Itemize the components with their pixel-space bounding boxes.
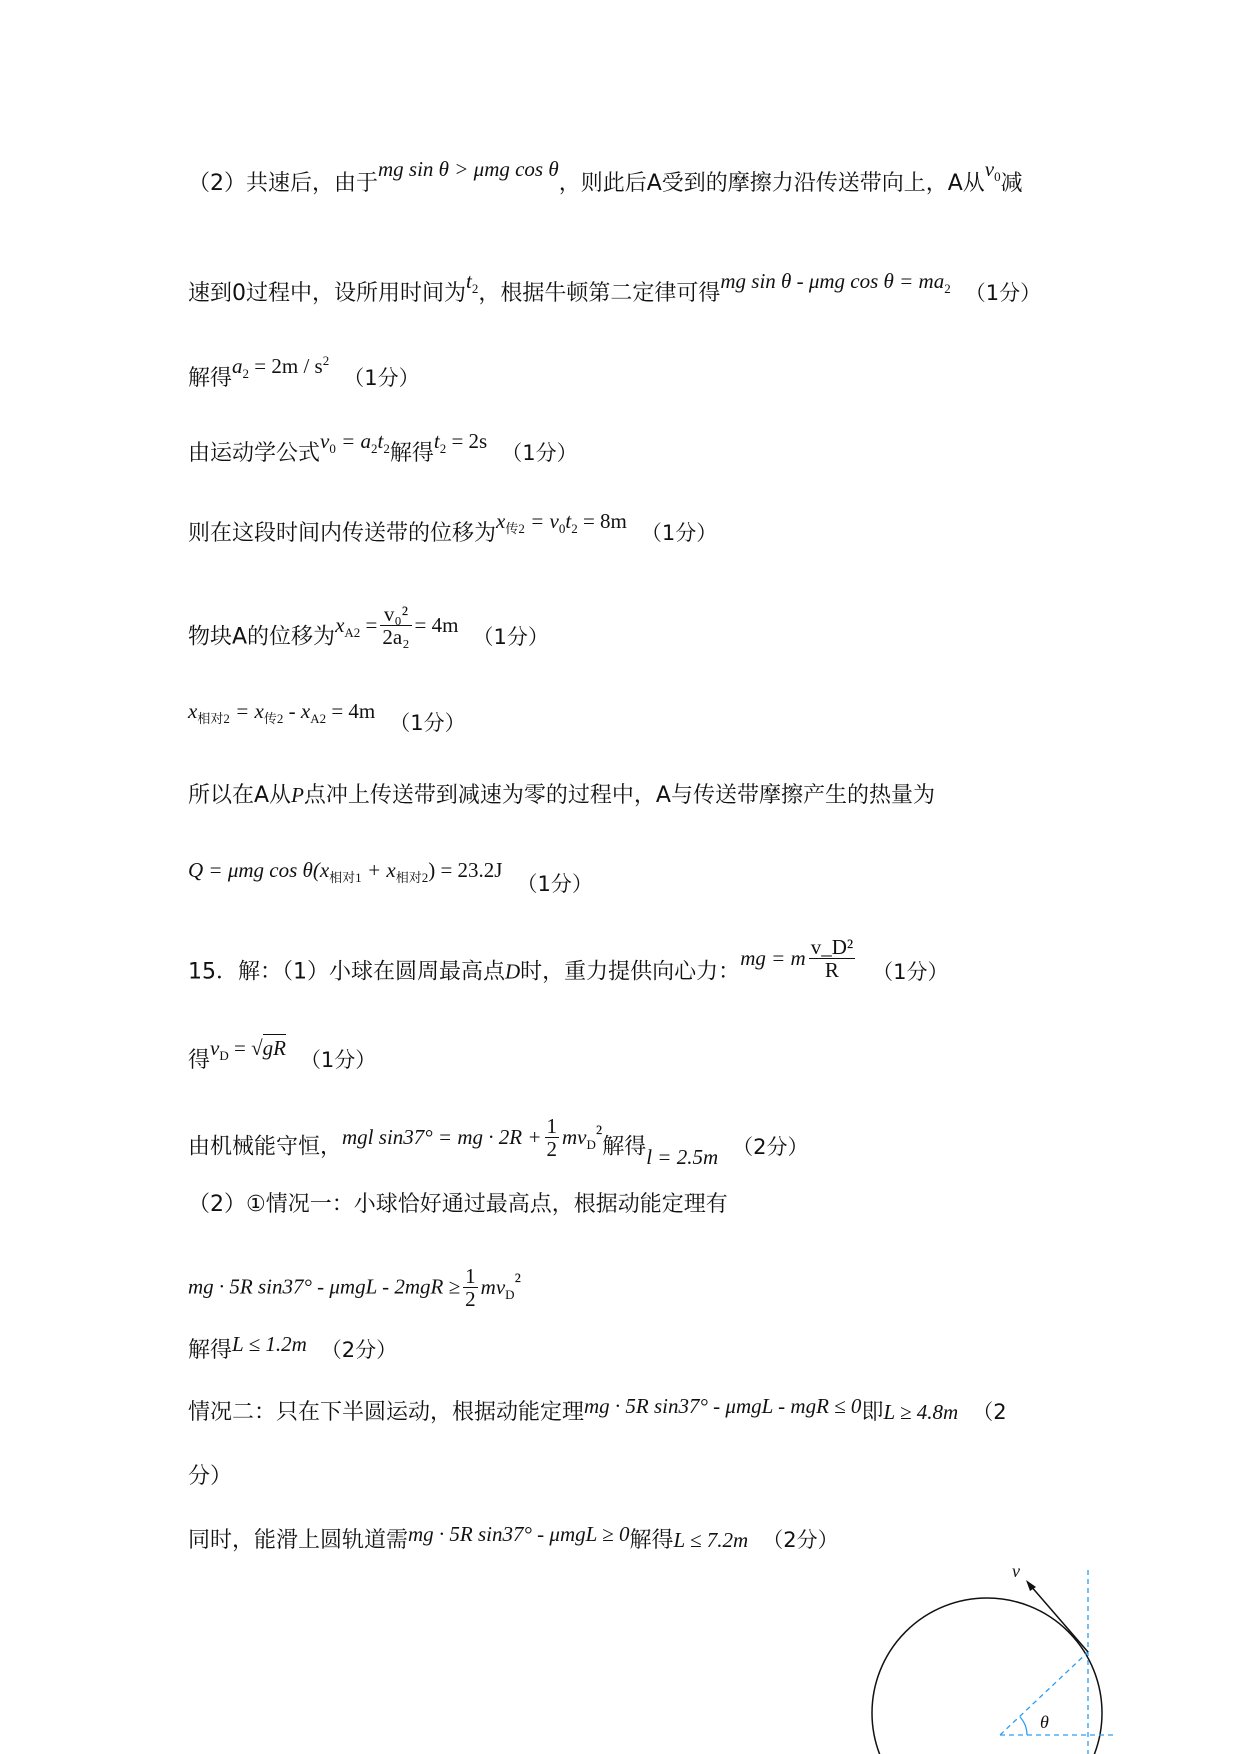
text-span	[188, 1338, 232, 1363]
formula	[883, 1400, 958, 1424]
fraction	[545, 1115, 560, 1160]
text-span	[188, 281, 466, 306]
subscript: D	[219, 1048, 229, 1064]
text: ，则此后A受到的摩擦力沿传送带向上，A从	[558, 171, 985, 196]
score-label	[972, 1400, 1006, 1424]
formula	[360, 613, 377, 637]
fraction-denominator: 2	[465, 1287, 476, 1311]
text: （1分）	[343, 366, 420, 390]
formula	[320, 429, 336, 457]
formula	[428, 858, 502, 882]
text: mv	[562, 1124, 587, 1149]
formula	[408, 1522, 629, 1546]
text-line-10	[188, 935, 949, 995]
text: （1分）	[389, 711, 466, 735]
formula	[565, 509, 578, 537]
text: 解得	[629, 1528, 674, 1553]
text-span	[188, 1528, 408, 1553]
subscript: 0	[994, 169, 1001, 185]
subscript: 2	[571, 521, 578, 537]
text: mgl sin37° = mg · 2R +	[342, 1124, 542, 1149]
text-line-14	[188, 1265, 521, 1310]
text-line-13	[188, 1190, 728, 1220]
text-span	[188, 171, 378, 196]
text-span	[602, 1135, 646, 1160]
text: 解得	[389, 441, 434, 466]
text: = 4m	[326, 699, 376, 723]
text-span	[188, 1192, 728, 1217]
text: = a	[335, 429, 372, 453]
fraction	[463, 1265, 478, 1310]
subscript: 相对1	[329, 870, 362, 886]
text: ，根据牛顿第二定律可得	[478, 281, 721, 306]
text: = v	[524, 509, 559, 533]
text: （1分）	[472, 624, 549, 649]
subscript: 2	[242, 366, 250, 382]
text: =	[360, 612, 378, 637]
text: L ≥ 4.8m	[883, 1400, 959, 1424]
text: l = 2.5m	[646, 1144, 719, 1169]
text-span	[188, 441, 320, 466]
formula	[335, 429, 378, 457]
text: 点冲上传送带到减速为零的过程中，A与传送带摩擦产生的热量为	[303, 783, 935, 808]
subscript: 2	[471, 281, 479, 297]
text: 速到0过程中，设所用时间为	[188, 281, 466, 306]
superscript: 2	[322, 353, 330, 368]
subscript: D	[505, 1286, 515, 1302]
text-span	[188, 1135, 342, 1160]
score-label	[762, 1528, 838, 1552]
subscript: 相对2	[395, 870, 429, 886]
text-line-15	[188, 1332, 398, 1366]
text: （2分）	[320, 1338, 398, 1362]
fraction	[809, 936, 855, 981]
fraction-numerator: v₀²	[383, 602, 409, 626]
text-span	[188, 783, 291, 808]
text: x	[496, 509, 506, 533]
fraction-numerator: 1	[546, 1114, 558, 1138]
formula	[335, 612, 361, 640]
subscript: 2	[439, 441, 447, 457]
text: 时，重力提供向心力：	[520, 959, 741, 985]
formula	[283, 699, 327, 727]
subscript: 0	[329, 441, 336, 457]
circle-track-diagram	[870, 1545, 1130, 1754]
text: Q = μmg cos θ(x	[188, 858, 330, 882]
text-line-5	[188, 509, 718, 556]
text-line-11	[188, 1036, 377, 1083]
text-line-18	[188, 1522, 839, 1556]
text: mg = m	[740, 945, 806, 970]
text: v	[984, 157, 995, 181]
text-span	[520, 960, 740, 985]
formula	[673, 1528, 748, 1552]
text: 减	[1000, 171, 1023, 196]
formula	[342, 1125, 542, 1149]
text-line-4	[188, 429, 578, 476]
text-span	[188, 1048, 210, 1073]
subscript: 相对2	[197, 711, 230, 727]
text: 由运动学公式	[188, 441, 321, 466]
formula	[263, 1036, 286, 1060]
text: mv	[480, 1274, 506, 1299]
formula	[515, 1269, 521, 1293]
formula	[377, 429, 390, 457]
formula	[232, 354, 250, 382]
formula	[596, 1121, 602, 1145]
text: （2）①情况一：小球恰好通过最高点，根据动能定理有	[188, 1192, 728, 1217]
text: P	[291, 783, 304, 807]
text-line-2	[188, 269, 1042, 316]
text: + x	[361, 858, 396, 882]
text: mg · 5R sin37° - μmgL ≥ 0	[408, 1522, 630, 1546]
text: x	[335, 612, 345, 637]
subscript: 0	[558, 521, 566, 537]
text: L ≤ 7.2m	[673, 1528, 749, 1552]
text-span	[390, 441, 434, 466]
text-line-16	[188, 1394, 1007, 1428]
text: = 4m	[414, 612, 459, 637]
text: （2	[972, 1400, 1007, 1424]
score-label	[300, 1048, 376, 1072]
text: = √	[228, 1036, 263, 1060]
formula	[229, 699, 284, 727]
text-span	[559, 171, 985, 196]
formula	[326, 699, 375, 723]
text: t	[377, 429, 384, 453]
text: mg · 5R sin37° - μmgL - mgR ≤ 0	[584, 1394, 862, 1418]
text: ²	[595, 1120, 603, 1145]
subscript: 2	[383, 441, 390, 457]
formula	[433, 429, 447, 457]
formula	[232, 1332, 307, 1356]
subscript: 传2	[263, 711, 284, 727]
formula	[984, 157, 1001, 185]
text-line-9	[188, 855, 593, 896]
text-span	[478, 281, 720, 306]
formula	[249, 354, 329, 378]
formula	[210, 1036, 229, 1064]
score-label	[321, 1338, 397, 1362]
text: 得	[188, 1048, 211, 1073]
fraction-denominator: 2a₂	[382, 625, 410, 649]
text: 则在这段时间内传送带的位移为	[188, 521, 497, 546]
fraction	[380, 603, 411, 648]
text: = x	[229, 699, 264, 723]
score-label	[343, 366, 419, 390]
text-line-17	[188, 1462, 232, 1492]
circular-track	[872, 1598, 1102, 1754]
fraction-numerator: 1	[465, 1264, 476, 1288]
text: - x	[283, 699, 311, 723]
formula	[361, 858, 429, 886]
text: = 2m / s	[249, 354, 323, 378]
text: t	[565, 509, 572, 533]
text: mg · 5R sin37° - μmgL - 2mgR ≥	[188, 1274, 461, 1299]
formula	[578, 509, 627, 533]
formula	[584, 1394, 861, 1418]
text-line-3	[188, 353, 420, 401]
text: ) = 23.2J	[428, 858, 503, 882]
score-label	[501, 441, 577, 465]
text: （2）共速后，由于	[188, 171, 378, 196]
text-line-7	[188, 699, 466, 746]
text-span	[188, 366, 232, 391]
text: 由机械能守恒，	[188, 1134, 343, 1160]
formula	[740, 946, 806, 970]
text: D	[505, 959, 521, 984]
text: ²	[514, 1268, 521, 1293]
text: 15．解：（1）小球在圆周最高点	[188, 959, 505, 985]
text: t	[433, 429, 440, 453]
formula	[446, 429, 487, 453]
text: v	[320, 429, 330, 453]
text-line-1	[188, 157, 1023, 206]
subscript: 2	[371, 441, 378, 457]
text: （1分）	[501, 441, 578, 465]
text: （2分）	[732, 1134, 809, 1159]
text-line-6	[188, 602, 549, 660]
velocity-label: v	[1012, 1561, 1020, 1581]
text: gR	[262, 1036, 286, 1060]
formula	[480, 1274, 515, 1302]
score-label	[641, 521, 717, 545]
text: （1分）	[964, 281, 1042, 305]
text: 所以在A从	[188, 783, 292, 808]
fraction-denominator: R	[809, 958, 855, 981]
text: mg sin θ > μmg cos θ	[378, 157, 559, 181]
text: a	[232, 354, 243, 378]
text: L ≤ 1.2m	[232, 1332, 307, 1356]
formula	[720, 269, 951, 297]
formula	[415, 613, 459, 637]
fraction-denominator: 2	[546, 1137, 558, 1161]
formula	[496, 509, 525, 537]
text: （1分）	[640, 521, 718, 545]
formula	[562, 1124, 596, 1152]
text: t	[466, 269, 472, 293]
fraction-numerator: v_D²	[810, 935, 854, 959]
score-label	[872, 960, 948, 984]
formula	[188, 858, 362, 886]
text: 即	[861, 1400, 884, 1425]
text: 同时，能滑上圆轨道需	[188, 1528, 409, 1553]
score-label	[965, 281, 1041, 305]
angle-label: θ	[1040, 1712, 1049, 1732]
text: 解得	[602, 1134, 647, 1160]
text: 分）	[188, 1464, 233, 1489]
subscript: 传2	[505, 521, 525, 537]
subscript: 2	[944, 281, 951, 297]
text-span	[861, 1400, 883, 1425]
text-span	[188, 1400, 584, 1425]
text: 物块A的位移为	[188, 624, 336, 650]
text: （2分）	[762, 1528, 839, 1552]
score-label	[516, 872, 592, 896]
formula	[524, 509, 566, 537]
text: = 8m	[577, 509, 627, 533]
subscript: D	[586, 1136, 596, 1152]
text: 解得	[188, 1338, 233, 1363]
angle-arc	[1020, 1717, 1027, 1735]
text-span	[188, 960, 505, 985]
formula	[646, 1145, 718, 1169]
formula	[188, 1275, 460, 1299]
score-label	[389, 711, 465, 735]
text-span	[188, 1464, 232, 1489]
text: = 2s	[446, 429, 488, 453]
text: （1分）	[299, 1048, 377, 1072]
formula	[466, 269, 479, 297]
text: 解得	[188, 366, 233, 391]
text-span	[1001, 171, 1023, 196]
text: v	[210, 1036, 220, 1060]
text-span	[304, 783, 935, 808]
text-span	[188, 521, 496, 546]
text: mg sin θ - μmg cos θ = ma	[720, 269, 945, 293]
text-line-12	[188, 1114, 809, 1170]
text: x	[188, 699, 198, 723]
score-label	[472, 625, 548, 649]
score-label	[732, 1135, 808, 1159]
formula	[188, 699, 230, 727]
velocity-arrow-line	[1030, 1585, 1088, 1652]
text: （1分）	[516, 872, 593, 896]
text-span	[629, 1528, 673, 1553]
subscript: A2	[344, 624, 361, 640]
formula	[229, 1036, 263, 1060]
formula	[378, 157, 559, 181]
text-span	[188, 625, 335, 650]
formula	[505, 960, 520, 984]
formula	[291, 783, 304, 807]
text-line-8	[188, 780, 935, 811]
text: （1分）	[872, 959, 949, 984]
subscript: A2	[310, 711, 327, 727]
text: 情况二：只在下半圆运动，根据动能定理	[188, 1400, 585, 1425]
